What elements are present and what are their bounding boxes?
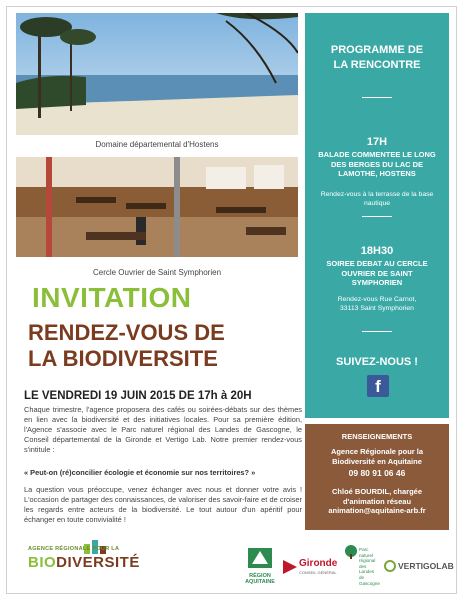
closing-paragraph: La question vous préoccupe, venez échanger avec nous et donner votre avis ! L'occasion de partager des connaissances, de valoriser des savoir-faire et de croiser les regards entre acteurs de la biodiversité. Le tout autour d'un apéritif pour échanger en toute convivialité ! bbox=[24, 485, 302, 524]
intro-paragraph: Chaque trimestre, l'agence proposera des cafés ou soirées-débats sur des thèmes en lien avec la biodiversité et des initiatives locales. Pour sa première édition, l'Agence s'associe avec le Parc naturel régional des Landes de Gascogne, le Conseil départemental de la Gironde et Vertigo Lab. Notre premier rendez-vous s'intitule : bbox=[24, 405, 302, 454]
landes-logo-line2: naturel bbox=[359, 552, 374, 558]
arb-logo-big-b: DIVERSITÉ bbox=[56, 554, 140, 571]
vertigolab-logo-text: VERTIGOLAB bbox=[398, 561, 454, 571]
programme-title-line1: PROGRAMME DE bbox=[330, 44, 424, 56]
gironde-mark-icon bbox=[283, 560, 297, 574]
programme-title bbox=[305, 43, 449, 73]
item1-time: 17H bbox=[366, 136, 388, 148]
separator bbox=[362, 216, 392, 217]
renseignements-title: RENSEIGNEMENTS bbox=[341, 432, 413, 441]
renseignements-box bbox=[305, 424, 449, 530]
arb-logo bbox=[28, 540, 140, 588]
arb-logo-big-a: BIO bbox=[28, 554, 57, 571]
vertigolab-logo bbox=[384, 558, 452, 576]
separator bbox=[362, 331, 392, 332]
event-date: LE VENDREDI 19 JUIN 2015 DE 17h à 20H bbox=[24, 390, 252, 402]
landes-logo-line5: de Gascogne bbox=[359, 574, 380, 586]
vertigolab-mark-icon bbox=[384, 560, 396, 572]
follow-us-label: SUIVEZ-NOUS ! bbox=[336, 356, 418, 368]
item2-detail-line1: Rendez-vous Rue Carnot, bbox=[337, 296, 417, 303]
region-logo-line2: AQUITAINE bbox=[245, 579, 275, 585]
gironde-logo-text: Gironde bbox=[299, 558, 338, 569]
arb-logo-small: AGENCE RÉGIONALE POUR LA bbox=[28, 546, 120, 552]
gironde-logo bbox=[283, 557, 341, 579]
region-aquitaine-mark-icon bbox=[243, 548, 277, 568]
event-headline-line2: LA BIODIVERSITE bbox=[28, 346, 218, 371]
landes-logo-line1: Parc bbox=[359, 547, 369, 552]
region-logo-line1: RÉGION bbox=[249, 573, 271, 579]
event-headline-line1: RENDEZ-VOUS DE bbox=[28, 320, 225, 345]
event-headline bbox=[28, 320, 298, 372]
item1-title: BALADE COMMENTEE LE LONG DES BERGES DU LAC DE LAMOTHE, HOSTENS bbox=[318, 150, 436, 178]
lake-photo-caption: Domaine départemental d'Hostens bbox=[95, 140, 219, 149]
renseignements-contact: Chloé BOURDIL, chargée d'animation réseau animation@aquitaine-arb.fr bbox=[328, 487, 426, 515]
region-aquitaine-logo bbox=[243, 548, 277, 584]
renseignements-phone: 09 80 91 06 46 bbox=[348, 468, 406, 478]
programme-title-line2: LA RENCONTRE bbox=[333, 59, 421, 71]
facebook-icon[interactable]: f bbox=[367, 375, 389, 397]
debate-question: « Peut-on (ré)concilier écologie et économie sur nos territoires? » bbox=[24, 468, 256, 477]
landes-logo-line4: des Landes bbox=[359, 563, 375, 575]
item2-detail bbox=[305, 295, 449, 313]
item1-detail: Rendez-vous à la terrasse de la base nautique bbox=[320, 191, 434, 207]
invitation-title: INVITATION bbox=[32, 282, 192, 313]
landes-tree-icon bbox=[344, 545, 358, 559]
landes-logo-text bbox=[359, 547, 380, 586]
separator bbox=[362, 97, 392, 98]
item2-time: 18H30 bbox=[360, 245, 394, 257]
item2-detail-line2: 33113 Saint Symphorien bbox=[340, 305, 414, 312]
lake-photo bbox=[16, 13, 298, 135]
landes-parc-logo bbox=[344, 545, 380, 587]
cercle-photo bbox=[16, 157, 298, 257]
item2-title: SOIREE DEBAT AU CERCLE OUVRIER DE SAINT SYMPHORIEN bbox=[326, 259, 428, 287]
programme-panel bbox=[305, 13, 449, 418]
renseignements-org: Agence Régionale pour la Biodiversité en Aquitaine bbox=[330, 447, 424, 466]
gironde-logo-sub: CONSEIL GÉNÉRAL bbox=[299, 570, 337, 575]
landes-logo-line3: régional bbox=[359, 558, 376, 564]
arb-logo-big bbox=[28, 554, 140, 571]
cercle-photo-caption: Cercle Ouvrier de Saint Symphorien bbox=[92, 268, 222, 277]
